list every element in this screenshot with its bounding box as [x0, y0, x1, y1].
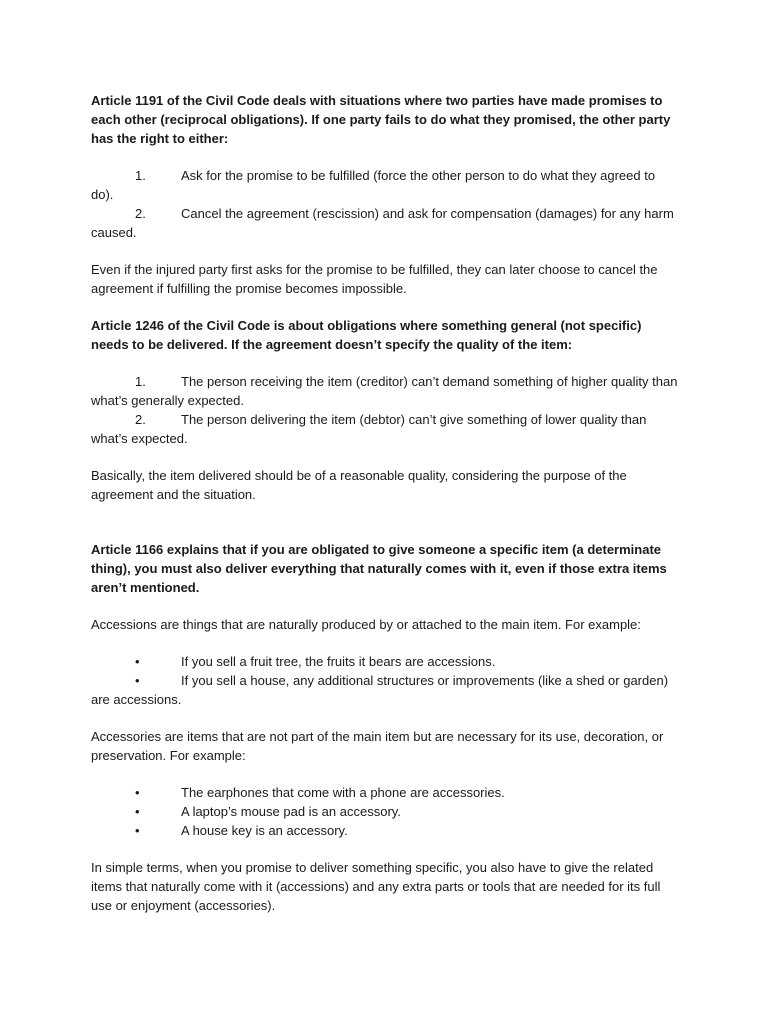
list-number: 1. — [135, 374, 146, 389]
bullet-item-text: A laptop’s mouse pad is an accessory. — [181, 804, 401, 819]
article-1246-note: Basically, the item delivered should be of a reasonable quality, considering the purpose of the agreement and the situation. — [91, 468, 627, 502]
accessories-intro: Accessories are items that are not part of the main item but are necessary for its use, decoration, or preservation. For example: — [91, 729, 664, 763]
article-1191-note: Even if the injured party first asks for the promise to be fulfilled, they can later choose to cancel the agreement if fulfilling the promise becomes impossible. — [91, 262, 658, 296]
bullet-item — [91, 671, 681, 709]
article-1166-heading: Article 1166 explains that if you are obligated to give someone a specific item (a determinate thing), you must also deliver everything that naturally comes with it, even if those extra items aren’t mentioned. — [91, 542, 667, 595]
list-item — [91, 410, 681, 448]
bullet-marker: • — [135, 673, 140, 688]
list-item — [91, 204, 681, 242]
bullet-item-text: A house key is an accessory. — [181, 823, 348, 838]
list-number: 2. — [135, 206, 146, 221]
bullet-item — [91, 802, 681, 821]
list-item — [91, 372, 681, 410]
bullet-marker: • — [135, 654, 140, 669]
list-number: 2. — [135, 412, 146, 427]
list-item-text: The person delivering the item (debtor) can’t give something of lower quality than what’s expected. — [91, 412, 647, 446]
bullet-item-text: If you sell a house, any additional structures or improvements (like a shed or garden) are accessions. — [91, 673, 669, 707]
list-item-text: Cancel the agreement (rescission) and ask for compensation (damages) for any harm caused. — [91, 206, 674, 240]
bullet-item — [91, 652, 681, 671]
accessions-intro: Accessions are things that are naturally produced by or attached to the main item. For example: — [91, 617, 641, 632]
bullet-item-text: The earphones that come with a phone are accessories. — [181, 785, 505, 800]
bullet-item — [91, 821, 681, 840]
bullet-marker: • — [135, 785, 140, 800]
bullet-marker: • — [135, 823, 140, 838]
summary-paragraph: In simple terms, when you promise to deliver something specific, you also have to give the related items that naturally come with it (accessions) and any extra parts or tools that are needed for its full use or enjoyment (accessories). — [91, 860, 661, 913]
list-number: 1. — [135, 168, 146, 183]
article-1191-heading: Article 1191 of the Civil Code deals with situations where two parties have made promises to each other (reciprocal obligations). If one party fails to do what they promised, the other party has the right to either: — [91, 93, 671, 146]
bullet-marker: • — [135, 804, 140, 819]
list-item — [91, 166, 681, 204]
article-1246-heading: Article 1246 of the Civil Code is about obligations where something general (not specific) needs to be delivered. If the agreement doesn’t specify the quality of the item: — [91, 318, 642, 352]
list-item-text: The person receiving the item (creditor) can’t demand something of higher quality than what’s generally expected. — [91, 374, 678, 408]
document-page — [91, 91, 681, 915]
bullet-item — [91, 783, 681, 802]
list-item-text: Ask for the promise to be fulfilled (force the other person to do what they agreed to do). — [91, 168, 656, 202]
bullet-item-text: If you sell a fruit tree, the fruits it bears are accessions. — [181, 654, 496, 669]
